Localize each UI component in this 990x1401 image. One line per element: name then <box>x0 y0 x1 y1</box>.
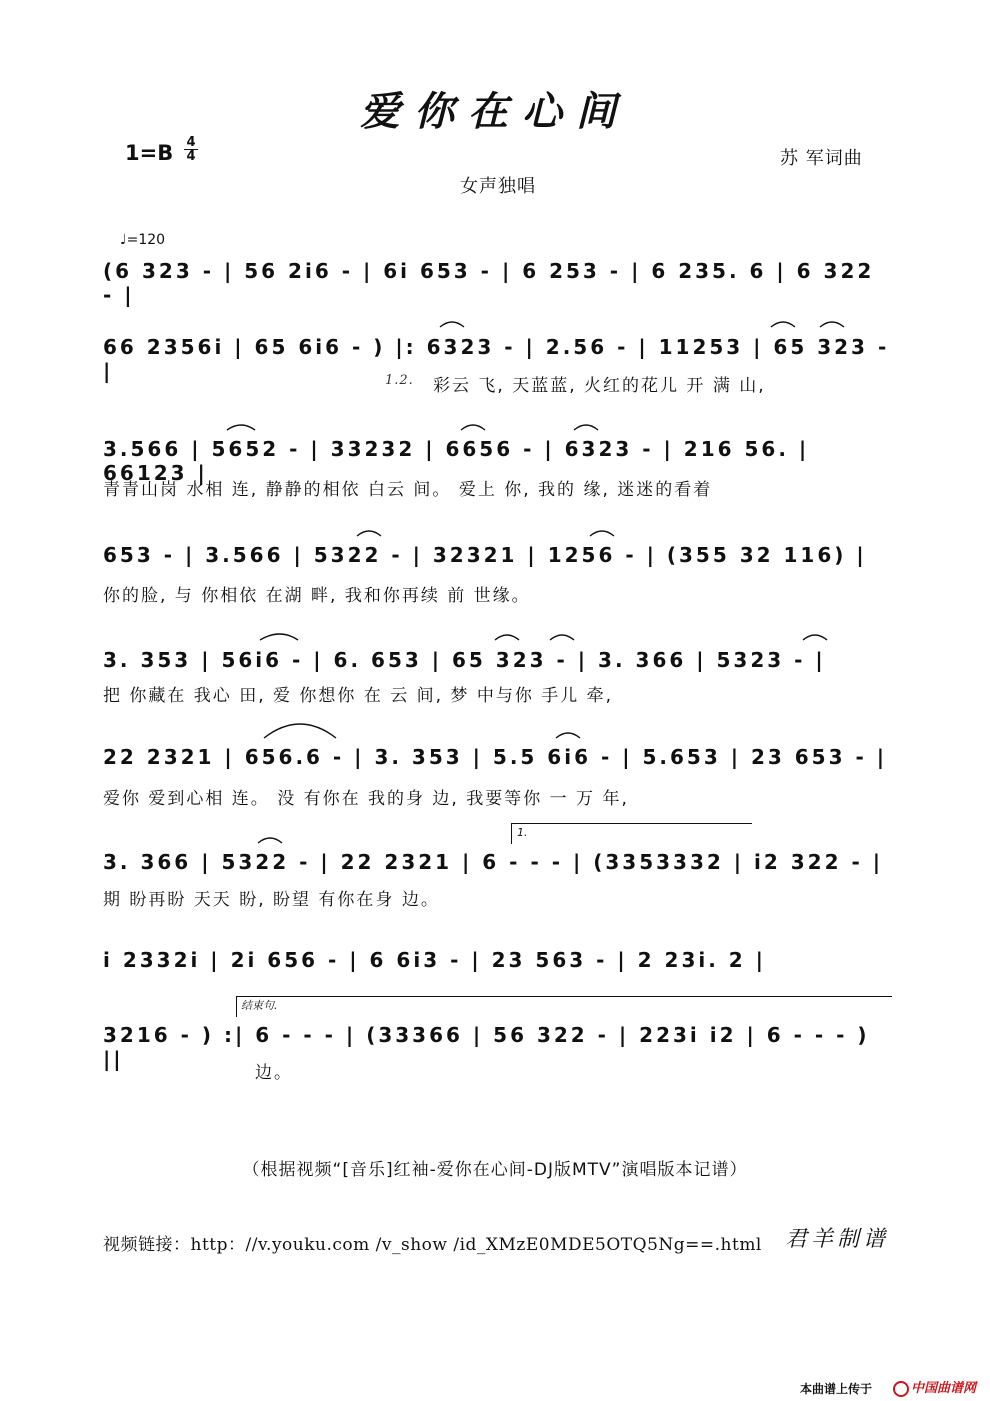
site-name: 中国曲谱网 <box>911 1381 977 1396</box>
time-numerator: 4 <box>184 136 198 150</box>
upload-label: 本曲谱上传于 <box>800 1382 873 1396</box>
slur <box>803 635 827 640</box>
score-line-7: 3. 366 | 5322 - | 22 2321 | 6 - - - | (3353332 | i2 322 - | <box>103 850 884 874</box>
score-line-2: 66 2356i | 65 6i6 - ) |: 6323 - | 2.56 - | 11253 | 65 323 - | <box>103 335 890 383</box>
score-line-6: 22 2321 | 656.6 - | 3. 353 | 5.5 6i6 - | 5.653 | 23 653 - | <box>103 745 888 769</box>
score-line-5: 3. 353 | 56i6 - | 6. 653 | 65 323 - | 3. 366 | 5323 - | <box>103 648 826 672</box>
lyrics-line-7: 期 盼再盼 天天 盼, 盼望 有你在身 边。 <box>103 890 440 910</box>
first-ending-bracket <box>511 823 752 844</box>
score-line-8: i 2332i | 2i 656 - | 6 6i3 - | 23 563 - | 2 23i. 2 | <box>103 948 766 972</box>
key-signature: 1=B <box>125 141 174 165</box>
slur <box>227 425 255 430</box>
score-line-3: 3.566 | 5652 - | 33232 | 6656 - | 6323 - | 216 56. | 66123 | <box>103 437 810 485</box>
lyrics-line-2: 彩云 飞, 天蓝蓝, 火红的花儿 开 满 山, <box>433 376 766 396</box>
slur <box>495 635 519 640</box>
slur <box>550 635 574 640</box>
slur <box>820 322 844 327</box>
score-line-4: 653 - | 3.566 | 5322 - | 32321 | 1256 - | (355 32 116) | <box>103 543 867 567</box>
coda-bracket <box>236 996 892 1017</box>
video-link[interactable]: 视频链接：http：//v.youku.com /v_show /id_XMzE0MDE5OTQ5Ng==.html <box>103 1235 762 1255</box>
slur <box>258 838 282 843</box>
lyrics-line-5: 把 你藏在 我心 田, 爱 你想你 在 云 间, 梦 中与你 手儿 牵, <box>103 686 614 706</box>
score-line-1: (6 323 - | 56 2i6 - | 6i 653 - | 6 253 - | 6 235. 6 | 6 322 - | <box>103 259 875 307</box>
lyrics-line-6: 爱你 爱到心相 连。 没 有你在 我的身 边, 我要等你 一 万 年, <box>103 789 629 809</box>
slur <box>574 425 598 430</box>
score-line-9: 3216 - ) :| 6 - - - | (33366 | 56 322 - | 223i i2 | 6 - - - ) || <box>103 1023 870 1071</box>
slur <box>461 425 485 430</box>
time-denominator: 4 <box>186 149 196 164</box>
slur <box>771 322 795 327</box>
song-title: 爱你在心间 <box>360 88 630 135</box>
performer-label: 女声独唱 <box>460 176 536 197</box>
coda-label: 结束句. <box>241 999 278 1012</box>
slur <box>556 733 580 738</box>
slur <box>357 531 381 536</box>
lyrics-line-3: 青青山岗 水相 连, 静静的相依 白云 间。 爱上 你, 我的 缘, 迷迷的看着 <box>103 480 713 500</box>
verse-number: 1.2. <box>385 373 414 388</box>
site-logo-icon <box>893 1381 909 1397</box>
slur <box>590 531 614 536</box>
source-note: （根据视频“[音乐]红袖-爱你在心间-DJ版MTV”演唱版本记谱） <box>242 1160 748 1180</box>
slur <box>260 634 298 640</box>
transcriber-signature: 君羊制谱 <box>785 1227 890 1252</box>
time-signature <box>184 136 198 163</box>
slur <box>264 724 336 738</box>
tempo-marking: ♩=120 <box>120 232 166 248</box>
first-ending-label: 1. <box>517 826 528 839</box>
slur <box>440 322 464 327</box>
site-logo[interactable] <box>893 1377 976 1397</box>
composer-credit: 苏 军词曲 <box>780 148 863 169</box>
lyrics-line-9: 边。 <box>255 1063 293 1083</box>
lyrics-line-4: 你的脸, 与 你相依 在湖 畔, 我和你再续 前 世缘。 <box>103 586 531 606</box>
